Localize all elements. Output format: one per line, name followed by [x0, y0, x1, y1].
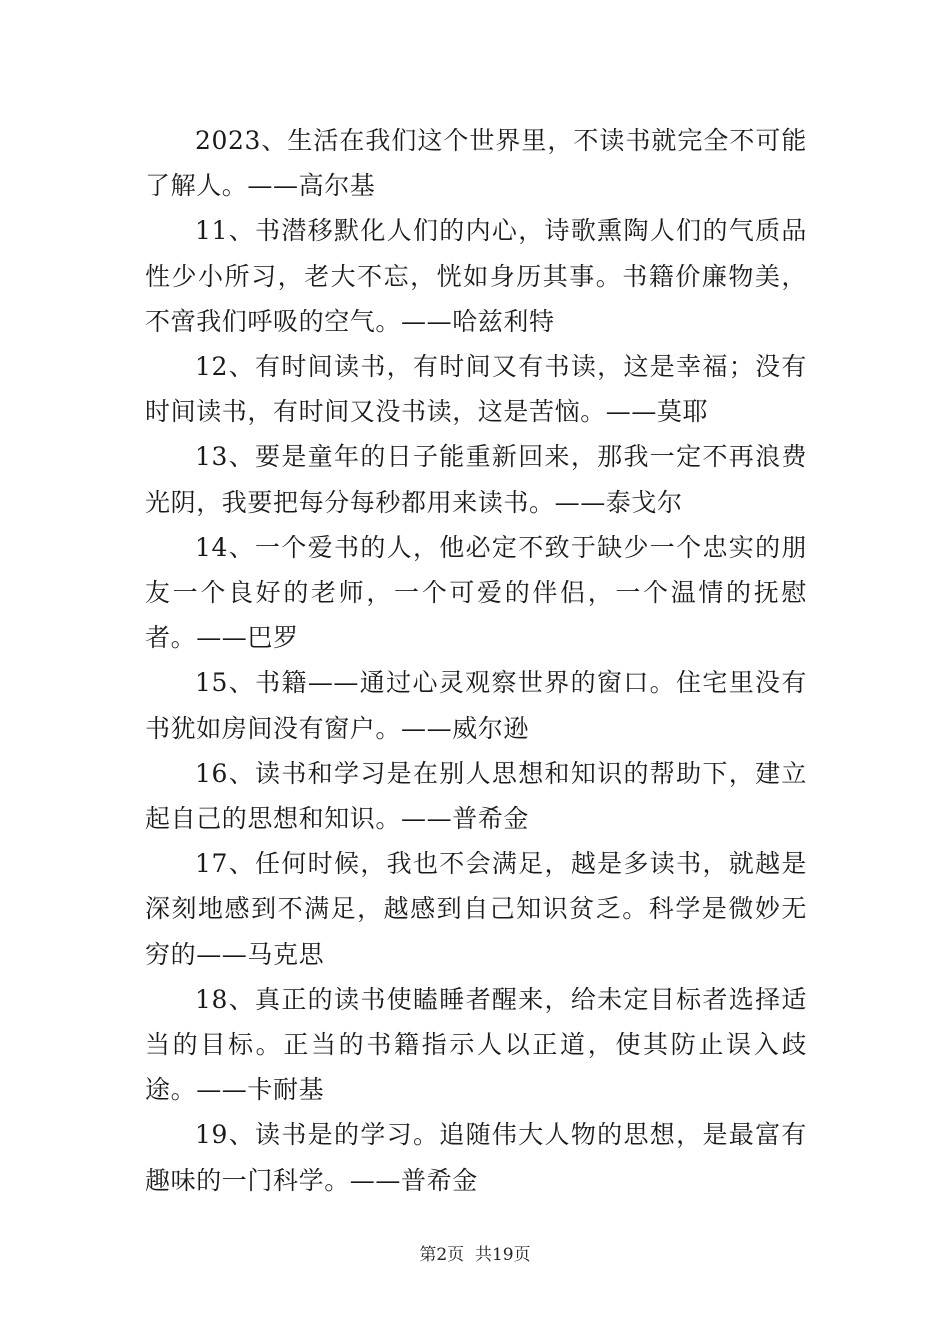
page-number: 第2页 共19页: [419, 1245, 531, 1265]
document-body: [145, 118, 807, 1203]
quote-paragraph: 15、书籍——通过心灵观察世界的窗口。住宅里没有书犹如房间没有窗户。——威尔逊: [145, 668, 807, 743]
quote-paragraph: 14、一个爱书的人，他必定不致于缺少一个忠实的朋友一个良好的老师，一个可爱的伴侣，一个温情的抚慰者。——巴罗: [145, 532, 807, 653]
quote-paragraph: 17、任何时候，我也不会满足，越是多读书，就越是深刻地感到不满足，越感到自己知识贫乏。科学是微妙无穷的——马克思: [145, 849, 807, 969]
quote-paragraph: 19、读书是的学习。追随伟大人物的思想，是最富有趣味的一门科学。——普希金: [145, 1120, 807, 1195]
quote-paragraph: 11、书潜移默化人们的内心，诗歌熏陶人们的气质品性少小所习，老大不忘，恍如身历其事。书籍价廉物美，不啻我们呼吸的空气。——哈兹利特: [145, 216, 807, 336]
quote-paragraph: 16、读书和学习是在别人思想和知识的帮助下，建立起自己的思想和知识。——普希金: [145, 758, 807, 834]
quote-paragraph: 18、真正的读书使瞌睡者醒来，给未定目标者选择适当的目标。正当的书籍指示人以正道，使其防止误入歧途。——卡耐基: [145, 984, 807, 1105]
page-footer: [0, 1240, 950, 1265]
quote-paragraph: 2023、生活在我们这个世界里，不读书就完全不可能了解人。——高尔基: [145, 126, 807, 201]
quote-paragraph: 13、要是童年的日子能重新回来，那我一定不再浪费光阴，我要把每分每秒都用来读书。——泰戈尔: [145, 442, 807, 517]
quote-paragraph: 12、有时间读书，有时间又有书读，这是幸福；没有时间读书，有时间又没书读，这是苦恼。——莫耶: [145, 352, 807, 427]
